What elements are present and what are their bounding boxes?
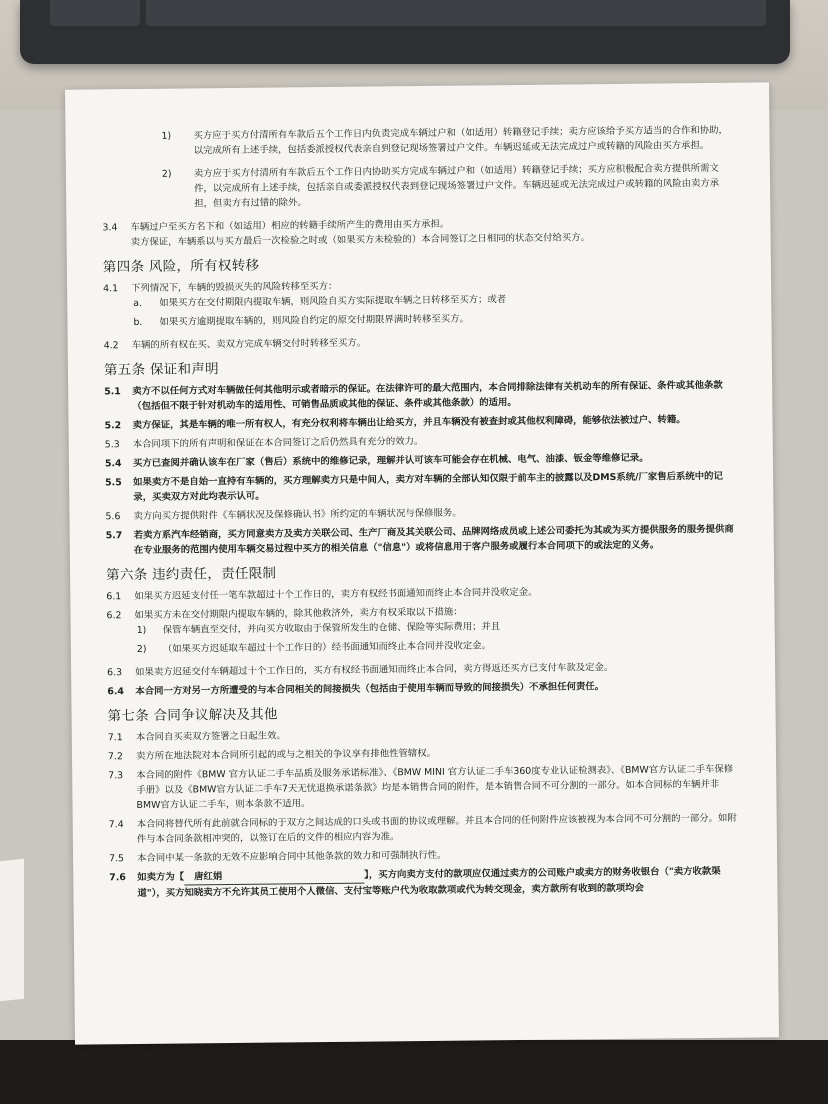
item-number: 1) [136,624,147,636]
item-text: 如果买方逾期提取车辆的，则风险自约定的原交付期限界满时转移至买方。 [159,313,469,328]
item-text: 如果买方在交付期限内提取车辆，则风险自买方实际提取车辆之日转移至买方；或者 [159,294,507,309]
item-number: b. [133,316,143,329]
clause-text: 本合同中某一条款的无效不应影响合同中其他条款的效力和可强制执行性。 [137,849,447,864]
clause-number: 6.3 [107,667,123,679]
item-number: 1) [161,130,172,142]
clause-number: 3.4 [102,222,118,234]
clause-text: 买方已查阅并确认该车在厂家（售后）系统中的维修记录，理解并认可该车可能会存在机械、电气、油漆、钣金等维修记录。 [132,452,649,470]
item-text: 卖方应于买方付清所有车款后五个工作日内协助买方完成车辆过户和（如适用）转籍登记手续；买方应积极配合卖方提供所需文件，以完成所有上述手续，包括亲自或委派授权代表到登记现场签署过户文件。车辆迟延或无法完成过户或转籍的风险由卖方承担，但卖方有过错的除外。 [193,162,720,210]
clause-text: 本合同项下的所有声明和保证在本合同签订之后仍然具有充分的效力。 [132,435,424,451]
item-number: a. [133,297,143,310]
clause-3-3-item-2 [102,161,732,213]
clause-text: 卖方保证，车辆系以与买方最后一次检验之时或（如果买方未检验的）本合同签订之日相同的状态交付给买方。 [130,232,591,249]
clause-text: 如果卖方不是自始一直持有车辆的，买方理解卖方只是中间人，卖方对车辆的全部认知仅限于前车主的披露以及DMS系统/厂家售后系统中的记录，买卖双方对此均表示认可。 [133,470,723,504]
item-text: 买方应于买方付清所有车款后五个工作日内负责完成车辆过户和（如适用）转籍登记手续；卖方应该给予买方适当的合作和协助，以完成所有上述手续，包括委派授权代表亲自到登记现场签署过户文件。车辆迟延或无法完成过户或转籍的风险由买方承担。 [193,124,728,157]
keyboard-spacebar-row [146,0,766,26]
clause-7-6 [109,864,739,902]
clause-text [137,864,739,901]
clause-number: 4.2 [103,340,119,352]
clause-text: 本合同一方对另一方所遭受的与本合同相关的间接损失（包括由于使用车辆而导致的间接损失）不承担任何责任。 [135,681,605,698]
clause-text: 车辆过户至买方名下和（如适用）相应的转籍手续所产生的费用由买方承担。 [130,218,450,234]
clause-text: 卖方不以任何方式对车辆做任何其他明示或者暗示的保证。在法律许可的最大范围内，本合同排除法律有关机动车的所有保证、条件或其他条款（包括但不限于针对机动车的适用性、可销售品质或其他的保证、条件或其他条款）的适用。 [132,379,723,413]
keyboard [20,0,790,64]
clause-number: 6.4 [107,686,124,698]
item-text: （如果买方迟延取车超过十个工作日的）经书面通知而终止本合同并没收定金。 [162,640,492,655]
clause-text: 本合同将替代所有此前就合同标的于双方之间达成的口头或书面的协议或理解。并且本合同的任何附件应该被视为本合同不可分割的一部分。如附件与本合同条款相冲突的，以签订在后的文件的相应内容为准。 [136,812,737,846]
section-title: 第六条 违约责任，责任限制 [106,565,277,584]
clause-text: 如果买方未在交付期限内提取车辆的，除其他救济外，卖方有权采取以下措施： [134,606,463,622]
section-title: 第五条 保证和声明 [103,361,220,379]
item-number: 2) [136,643,147,655]
clause-number: 5.1 [104,386,121,398]
clause-number: 7.5 [109,853,125,865]
clause-number: 5.6 [105,511,121,523]
clause-number: 7.1 [107,732,123,744]
clause-5-7 [106,522,736,559]
paper-edge-left [0,859,24,1002]
clause-text: 如果卖方迟延交付车辆超过十个工作日的，买方有权经书面通知而终止本合同，卖方得返还买方已支付车款及定金。 [135,662,614,679]
clause-number: 7.3 [108,770,124,782]
clause-text: 卖方向买方提供附件《车辆状况及保修确认书》所约定的车辆状况与保修服务。 [133,507,462,523]
seller-name-field: 唐红娟 [184,868,364,886]
clause-7-3 [108,762,738,814]
seller-prefix: 如卖方为【 [137,871,185,883]
section-title: 第四条 风险，所有权转移 [102,257,260,276]
item-number: 2) [161,168,172,180]
section-title: 第七条 合同争议解决及其他 [107,706,278,725]
clause-text: 下列情况下，车辆的毁损灭失的风险转移至买方： [131,280,338,295]
clause-number: 7.2 [107,751,123,763]
clause-number: 5.4 [104,458,122,470]
clause-number: 7.4 [108,819,124,831]
clause-text: 卖方所在地法院对本合同所引起的或与之相关的争议享有排他性管辖权。 [135,747,437,763]
clause-text: 本合同自买卖双方签署之日起生效。 [135,730,286,744]
clause-3-4 [102,214,732,251]
item-text: 保管车辆直至交付，并向买方收取由于保管所发生的仓储、保险等实际费用；并且 [162,621,501,636]
clause-number: 7.6 [109,872,126,884]
clause-number: 5.7 [105,530,123,542]
clause-number: 6.2 [106,610,122,622]
clause-number: 6.1 [106,591,122,603]
keyboard-key [50,0,140,26]
clause-text: 如果买方迟延支付任一笔车款超过十个工作日的，卖方有权经书面通知而终止本合同并没收定金。 [134,586,538,603]
clause-text: 若卖方系汽车经销商，买方同意卖方及卖方关联公司、生产厂商及其关联公司、品牌网络成员或上述公司委托为其或为买方提供服务的服务提供商在专业服务的范围内使用车辆交易过程中买方的相关信息（"信息"）或将信息用于客户服务或履行本合同项下的或法定的义务。 [133,523,734,557]
clause-number: 5.3 [104,439,120,451]
clause-text: 卖方保证，其是车辆的唯一所有权人，有充分权利将车辆出让给买方，并且车辆没有被查封或其他权利障碍，能够依法被过户、转籍。 [132,414,686,432]
contract-page [65,82,779,1044]
clause-text: 本合同的附件《BMW 官方认证二手车品质及服务承诺标准》、《BMW MINI 官方认证二手车360度专业认证检测表》、《BMW官方认证二手车保修手册》以及《BMW官方认证二手车7天无忧退换承诺条款》均是本销售合同的附件，是本销售合同不可分割的一部分。如本合同标的车辆并非BMW官方认证二手车，则本条款不适用。 [136,763,734,812]
clause-number: 5.5 [105,477,122,489]
seller-suffix: 】，买方向卖方支付的款项应仅通过卖方的公司账户或卖方的财务收银台（"卖方收款渠道"），买方知晓卖方不允许其员工使用个人微信、支付宝等账户代为收取款项或代为转交现金，卖方款所有收到的款项均会 [137,865,721,899]
clause-number: 4.1 [103,283,119,295]
clause-text: 车辆的所有权在买、卖双方完成车辆交付时转移至买方。 [131,337,367,352]
clause-number: 5.2 [104,420,122,432]
desk-surface-bottom [0,1040,828,1104]
contract-body [101,123,739,902]
